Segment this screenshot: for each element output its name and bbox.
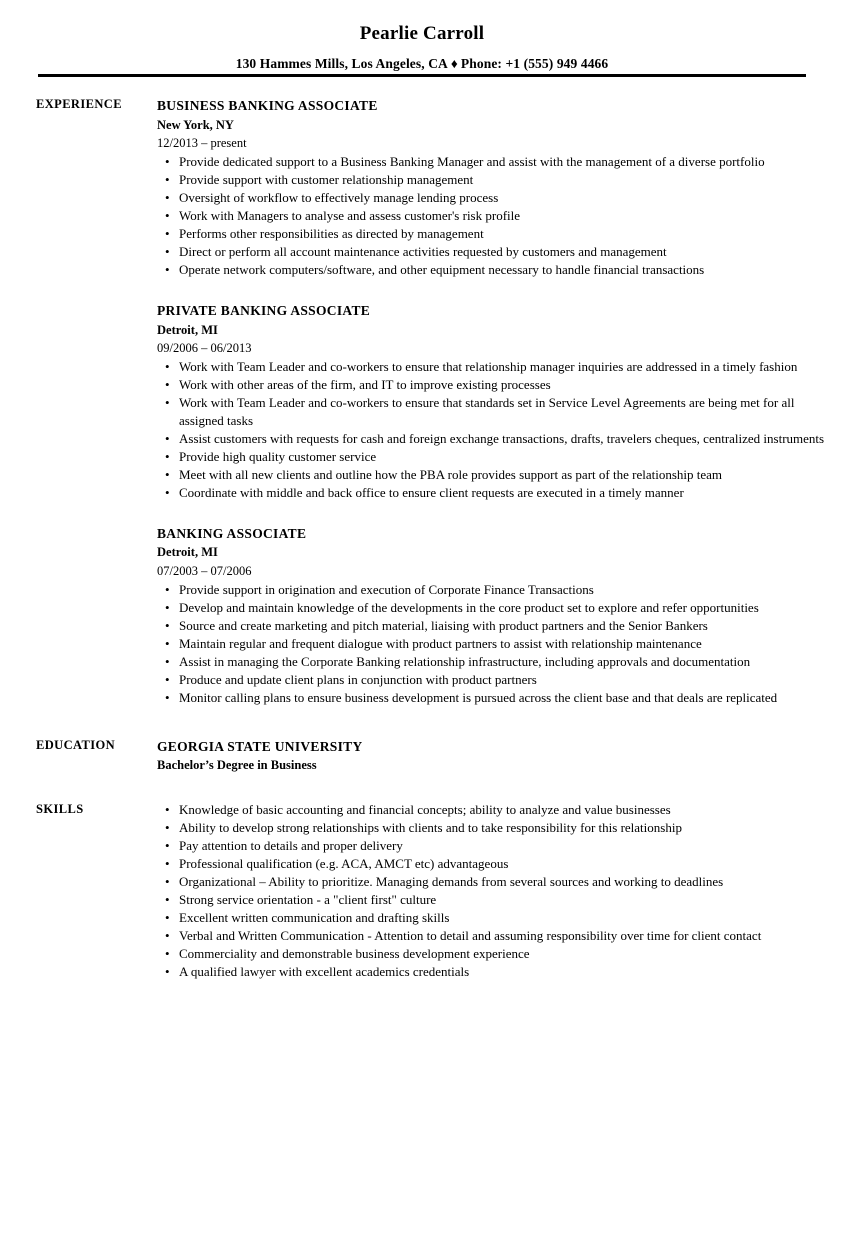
education-school: GEORGIA STATE UNIVERSITY	[157, 738, 363, 754]
job-dates: 09/2006 – 06/2013	[157, 341, 252, 356]
job-responsibility-list	[157, 358, 826, 502]
list-item: • Provide high quality customer service	[157, 448, 826, 466]
job-location: Detroit, MI	[157, 545, 218, 560]
list-item: • Develop and maintain knowledge of the developments in the core product set to explore and refer opportunities	[157, 599, 826, 617]
list-item: • Monitor calling plans to ensure business development is pursued across the client base and that deals are replicated	[157, 689, 826, 707]
job-entry	[157, 96, 826, 279]
section-skills	[36, 801, 826, 980]
list-item: • Oversight of workflow to effectively manage lending process	[157, 189, 826, 207]
candidate-contact-line	[0, 56, 844, 72]
job-location: New York, NY	[157, 117, 234, 132]
job-title: PRIVATE BANKING ASSOCIATE	[157, 302, 371, 318]
list-item: • Strong service orientation - a "client first" culture	[157, 891, 826, 909]
list-item: • Ability to develop strong relationships with clients and to take responsibility for this relationship	[157, 819, 826, 837]
job-location: Detroit, MI	[157, 322, 218, 337]
list-item: • Commerciality and demonstrable business development experience	[157, 945, 826, 963]
education-degree: Bachelor’s Degree in Business	[157, 758, 317, 773]
list-item: • Work with Team Leader and co-workers to ensure that standards set in Service Level Agreements are being met for all assigned tasks	[157, 394, 826, 430]
job-entry	[157, 301, 826, 502]
experience-entries	[157, 96, 826, 707]
list-item: • Excellent written communication and drafting skills	[157, 909, 826, 927]
section-label-education: EDUCATION	[36, 737, 116, 752]
list-item: • Produce and update client plans in conjunction with product partners	[157, 671, 826, 689]
list-item: • Source and create marketing and pitch material, liaising with product partners and the Senior Bankers	[157, 617, 826, 635]
list-item: • Provide support in origination and execution of Corporate Finance Transactions	[157, 581, 826, 599]
candidate-name: Pearlie Carroll	[359, 23, 485, 44]
section-label-skills: SKILLS	[36, 802, 84, 817]
section-education	[36, 737, 826, 775]
job-title: BUSINESS BANKING ASSOCIATE	[157, 97, 378, 113]
header-divider	[38, 74, 806, 77]
list-item: • Work with Managers to analyse and assess customer's risk profile	[157, 207, 826, 225]
job-dates: 12/2013 – present	[157, 136, 247, 151]
list-item: • Organizational – Ability to prioritize. Managing demands from several sources and working to deadlines	[157, 873, 826, 891]
list-item: • Work with Team Leader and co-workers to ensure that relationship manager inquiries are addressed in a timely fashion	[157, 358, 826, 376]
list-item: • Coordinate with middle and back office to ensure client requests are executed in a timely manner	[157, 484, 826, 502]
list-item: • Operate network computers/software, and other equipment necessary to handle financial transactions	[157, 261, 826, 279]
list-item: • Verbal and Written Communication - Attention to detail and assuming responsibility over time for client contact	[157, 927, 826, 945]
job-responsibility-list	[157, 153, 826, 279]
list-item: • A qualified lawyer with excellent academics credentials	[157, 963, 826, 981]
job-title: BANKING ASSOCIATE	[157, 525, 307, 541]
list-item: • Performs other responsibilities as directed by management	[157, 225, 826, 243]
skills-entries	[157, 801, 826, 980]
list-item: • Assist in managing the Corporate Banking relationship infrastructure, including approvals and documentation	[157, 653, 826, 671]
list-item: • Work with other areas of the firm, and IT to improve existing processes	[157, 376, 826, 394]
candidate-phone: Phone: +1 (555) 949 4466	[460, 55, 609, 71]
diamond-separator-icon: ♦	[450, 55, 458, 71]
resume-body	[0, 96, 860, 981]
list-item: • Direct or perform all account maintenance activities requested by customers and management	[157, 243, 826, 261]
candidate-address: 130 Hammes Mills, Los Angeles, CA	[235, 55, 448, 71]
list-item: • Knowledge of basic accounting and financial concepts; ability to analyze and value businesses	[157, 801, 826, 819]
list-item: • Meet with all new clients and outline how the PBA role provides support as part of the relationship team	[157, 466, 826, 484]
list-item: • Assist customers with requests for cash and foreign exchange transactions, drafts, travelers cheques, centralized instruments	[157, 430, 826, 448]
section-label-experience: EXPERIENCE	[36, 96, 122, 111]
list-item: • Pay attention to details and proper delivery	[157, 837, 826, 855]
section-experience	[36, 96, 826, 707]
job-entry	[157, 524, 826, 707]
list-item: • Provide support with customer relationship management	[157, 171, 826, 189]
list-item: • Provide dedicated support to a Business Banking Manager and assist with the management of a diverse portfolio	[157, 153, 826, 171]
skills-list	[157, 801, 826, 980]
resume-header	[0, 0, 844, 72]
job-dates: 07/2003 – 07/2006	[157, 564, 252, 579]
job-responsibility-list	[157, 581, 826, 707]
list-item: • Maintain regular and frequent dialogue with product partners to assist with relationship maintenance	[157, 635, 826, 653]
education-entries	[157, 737, 826, 775]
list-item: • Professional qualification (e.g. ACA, AMCT etc) advantageous	[157, 855, 826, 873]
